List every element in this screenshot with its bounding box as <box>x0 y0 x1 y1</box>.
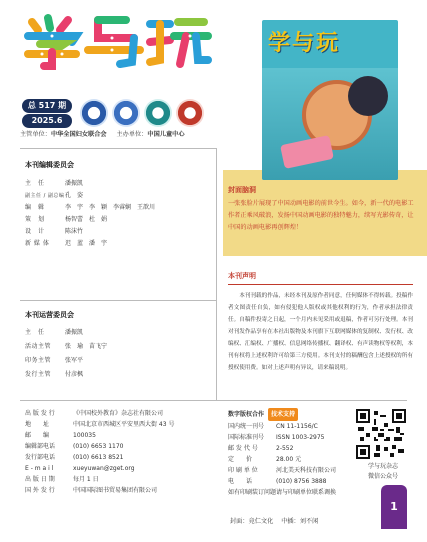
publisher-row: 国 外 发 行 中国国际图书贸易集团有限公司 <box>25 487 158 494</box>
issue-number: 总 517 期 <box>22 99 72 113</box>
cover-credit: 封面：竟仁文化 <box>230 518 274 525</box>
sponsor-value: 中华全国妇女联合会 <box>50 131 107 138</box>
board-row: 新 媒 体 迟 蓝 潘 宇 <box>25 240 108 247</box>
ops-row: 活动主管 张 瑜 苗飞宁 <box>25 343 108 350</box>
publisher-info <box>25 408 225 500</box>
divider <box>20 400 407 401</box>
registration-row: 定 价 28.00 元 <box>228 456 302 463</box>
cover-image <box>262 20 398 180</box>
registration-info <box>228 408 348 508</box>
board-row: 主 任 潘振凯 <box>25 180 84 187</box>
organizer-label: 主办单位： <box>116 131 148 138</box>
page-number: 1 <box>381 485 407 529</box>
spread-credit: 中插：刘不闲 <box>281 518 319 525</box>
publisher-row: E - m a i l xueyuwan@zget.org <box>25 465 135 472</box>
board-title: 本刊编辑委员会 <box>25 161 74 169</box>
award-badge-icon <box>176 99 204 127</box>
award-badge-icon <box>112 99 140 127</box>
copyright-rule <box>228 284 413 285</box>
publisher-row: 出 版 发 行 《中国校外教育》杂志社有限公司 <box>25 410 164 417</box>
issue-date: 2025.6 <box>22 114 72 128</box>
board-row: 编 辑 李 宇 李 颖 李睿娴 王歆川 <box>25 204 156 211</box>
sponsor-label: 主管单位： <box>20 131 51 138</box>
digital-rights-row <box>228 408 348 421</box>
registration-row: 电 话 (010) 8756 3888 <box>228 478 327 485</box>
award-badge-icon <box>144 99 172 127</box>
cover-caption: 一张张脸片展现了中国动画电影的前世今生。如今，新一代的电影工作者正乘风破浪，发扬中国动画电影的独特魅力，续写光影传奇，让中国的动画电影再创辉煌！ <box>228 200 414 231</box>
award-badges <box>80 99 205 127</box>
cover-title: 学与玩 <box>268 31 341 56</box>
ops-row: 发行主管 付彦枫 <box>25 371 84 378</box>
divider <box>20 300 216 301</box>
registration-row: 国内统一刊号 CN 11-1156/C <box>228 423 318 430</box>
qr-caption: 学与玩杂志 微信公众号 <box>367 463 398 480</box>
registration-row: 印 刷 单 位 河北美天科技有限公司 <box>228 467 337 474</box>
ops-title: 本刊运营委员会 <box>25 311 74 319</box>
digital-rights-label: 数字版权合作 <box>228 411 265 418</box>
divider <box>216 148 217 400</box>
ops-list <box>25 326 215 386</box>
publisher-row: 地 址 中国北京市西城区平安里西大街 43 号 <box>25 421 175 428</box>
divider <box>20 148 216 149</box>
board-row: 副主任 / 副总编 孔 姿 <box>25 192 84 199</box>
registration-row: 邮 发 代 号 2-552 <box>228 445 294 452</box>
copyright-body: 本刊刊载的作品，未经本刊及原作者同意，任何媒体不得转载。投稿作者文图责任自负，如有侵犯他人版权或其他权利的行为，作者承担法律责任。自稿件投寄之日起，一个月内未见采用或退稿，作者可另行处理。本刊对刊发作品享有在本社出版物及本刊旗下互联网媒体的复制权、发行权、改编权、汇编权、广播权、信息网络传播权、翻译权、有声读物权等权利，本刊有权将上述权利许可给第三方使用。本刊支付的稿酬包含上述授权的所有授权使用费。如对上述声明有异议，请来稿说明。 <box>228 293 413 371</box>
publisher-row: 邮 编 100035 <box>25 432 96 439</box>
board-row: 策 划 杨智蕾 杜 娟 <box>25 216 108 223</box>
publisher-row: 发行部电话 (010) 6613 8521 <box>25 454 124 461</box>
copyright-title: 本刊声明 <box>228 272 256 280</box>
board-row: 设 计 陈沫竹 <box>25 228 84 235</box>
sponsor-line <box>20 129 220 141</box>
award-badge-icon <box>80 99 108 127</box>
print-note: 如有印刷装订问题请与印刷单位联系调换 <box>228 489 337 496</box>
ops-row: 印务主管 张军平 <box>25 357 84 364</box>
ops-row: 主 任 潘振凯 <box>25 329 84 336</box>
publisher-row: 编辑部电话 (010) 6653 1170 <box>25 443 124 450</box>
magazine-logo <box>22 14 212 70</box>
board-list <box>25 178 215 262</box>
qr-code-icon <box>356 409 406 459</box>
registration-row: 国际标准刊号 ISSN 1003-2975 <box>228 434 325 441</box>
brand-logo: 技术支持 <box>268 408 298 421</box>
organizer-value: 中国儿童中心 <box>147 131 185 138</box>
credits-footer <box>230 516 390 526</box>
cover-caption-title: 封面脑洞 <box>228 186 256 194</box>
publisher-row: 出 版 日 期 每月 1 日 <box>25 476 99 483</box>
